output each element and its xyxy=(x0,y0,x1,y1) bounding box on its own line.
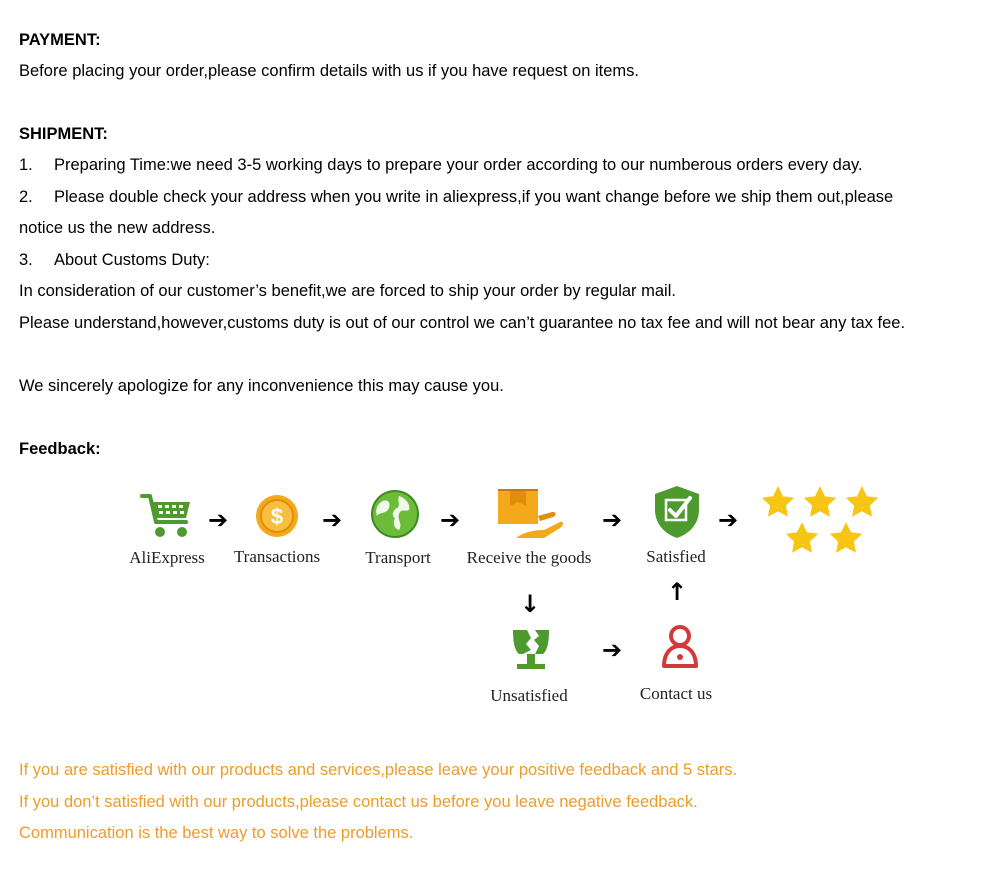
shipment-item-3 xyxy=(19,250,210,270)
arrow-right-icon: ➔ xyxy=(718,506,739,534)
shield-check-icon xyxy=(652,484,702,540)
feedback-heading: Feedback: xyxy=(19,440,101,458)
customs-text-2: Please understand,however,customs duty is out of our control we can’t guarantee no tax fee and will not bear any tax fee. xyxy=(19,314,906,332)
shopping-cart-icon xyxy=(140,492,194,544)
list-text: Preparing Time:we need 3-5 working days to prepare your order according to our numberous orders every day. xyxy=(54,156,863,174)
apology-text: We sincerely apologize for any inconvenience this may cause you. xyxy=(19,377,504,395)
list-number: 3. xyxy=(19,251,33,269)
flow-transport-label: Transport xyxy=(365,548,431,567)
flow-transactions-label: Transactions xyxy=(233,547,321,566)
arrow-right-icon: ➔ xyxy=(208,506,229,534)
arrow-right-icon: ➔ xyxy=(602,506,623,534)
arrow-right-icon: ➔ xyxy=(440,506,461,534)
person-icon xyxy=(660,624,700,670)
arrow-up-icon: ↑ xyxy=(667,578,688,606)
payment-heading: PAYMENT: xyxy=(19,31,101,49)
customs-text-1: In consideration of our customer’s benefit,we are forced to ship your order by regular mail. xyxy=(19,282,676,300)
flow-satisfied-label: Satisfied xyxy=(646,547,706,566)
arrow-right-icon: ➔ xyxy=(602,636,623,664)
list-text: Please double check your address when you write in aliexpress,if you want change before we ship them out,please xyxy=(54,188,894,206)
shipment-item-2-cont: notice us the new address. xyxy=(19,219,216,237)
package-hand-icon xyxy=(494,486,566,542)
payment-text: Before placing your order,please confirm details with us if you have request on items. xyxy=(19,62,639,80)
list-text: About Customs Duty: xyxy=(54,251,210,269)
flow-receive-label: Receive the goods xyxy=(466,548,592,567)
star-icon xyxy=(786,522,818,553)
dollar-sign: $ xyxy=(270,504,284,529)
five-stars-rating xyxy=(758,484,884,560)
star-icon xyxy=(804,486,836,517)
arrow-down-icon: ↓ xyxy=(520,590,541,618)
star-icon xyxy=(762,486,794,517)
feedback-note-2: If you don’t satisfied with our products,please contact us before you leave negative feedback. xyxy=(19,793,698,811)
star-icon xyxy=(830,522,862,553)
flow-contact-label: Contact us xyxy=(639,684,713,703)
globe-icon xyxy=(369,488,421,540)
shipment-heading: SHIPMENT: xyxy=(19,125,108,143)
flow-unsatisfied-label: Unsatisfied xyxy=(490,686,568,705)
feedback-flowchart xyxy=(0,470,1000,720)
feedback-note-1: If you are satisfied with our products and services,please leave your positive feedback and 5 stars. xyxy=(19,761,738,779)
feedback-note-3: Communication is the best way to solve the problems. xyxy=(19,824,414,842)
shipment-item-1 xyxy=(19,155,863,175)
star-icon xyxy=(846,486,878,517)
shipment-item-2 xyxy=(19,187,893,207)
list-number: 2. xyxy=(19,188,33,206)
flow-aliexpress-label: AliExpress xyxy=(129,548,205,567)
broken-glass-icon xyxy=(509,626,553,672)
list-number: 1. xyxy=(19,156,33,174)
arrow-right-icon: ➔ xyxy=(322,506,343,534)
